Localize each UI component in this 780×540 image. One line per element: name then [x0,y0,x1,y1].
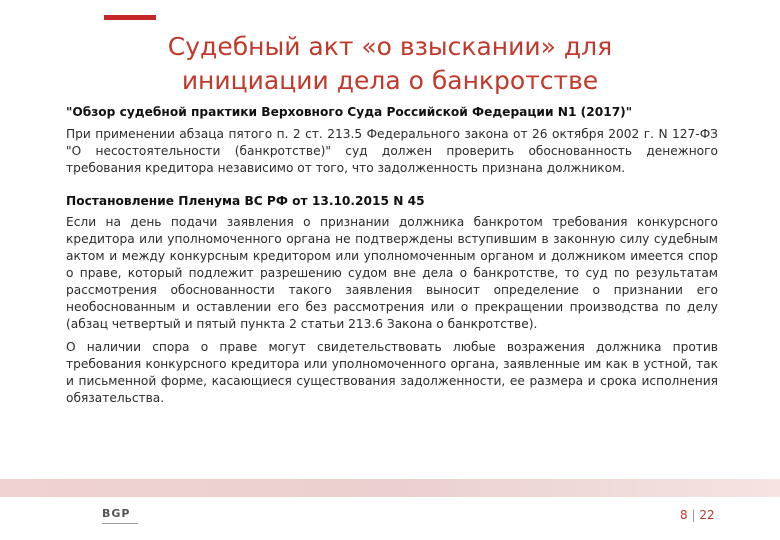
slide-body [66,104,718,407]
accent-bar [104,15,156,20]
logo-text: BGP [102,507,131,520]
page-separator: | [691,508,696,522]
company-logo [102,508,146,528]
page-total: 22 [699,508,715,522]
paragraph-dispute: О наличии спора о праве могут свидетельствовать любые возражения должника против требования конкурсного кредитора или уполномоченного органа, заявленные им как в устной, так и письменной форме, касающиеся существования задолженности, ее размера и срока исполнения обязательства. [66,340,718,405]
page-number [680,508,715,522]
slide-title-line-1: Судебный акт «о взыскании» для [167,32,613,61]
section-heading-plenum: Постановление Пленума ВС РФ от 13.10.2015 N 45 [66,194,425,208]
logo-underline [102,523,138,524]
section-heading-review: "Обзор судебной практики Верховного Суда Российской Федерации N1 (2017)" [66,105,633,119]
paragraph-plenum: Если на день подачи заявления о признании должника банкротом требования конкурсного кредитора или уполномоченного органа не подтверждены вступившим в законную силу судебным актом и между конкурсным кредитором или уполномоченным органом и должником имеется спор о праве, который подлежит разрешению судом вне дела о банкротстве, то суд по результатам рассмотрения обоснованности такого заявления выносит определение о признании его необоснованным и оставлении его без рассмотрения или о прекращении производства по делу (абзац четвертый и пятый пункта 2 статьи 213.6 Закона о банкротстве). [66,215,718,331]
paragraph-review: При применении абзаца пятого п. 2 ст. 213.5 Федерального закона от 26 октября 2002 г. N 127-ФЗ "О несостоятельности (банкротстве)" суд должен проверить обоснованность денежного требования кредитора независимо от того, что задолженность признана должником. [66,127,718,175]
page-current: 8 [680,508,688,522]
slide-title [90,30,690,98]
footer-band [0,479,780,497]
slide-title-line-2: инициации дела о банкротстве [181,66,599,95]
